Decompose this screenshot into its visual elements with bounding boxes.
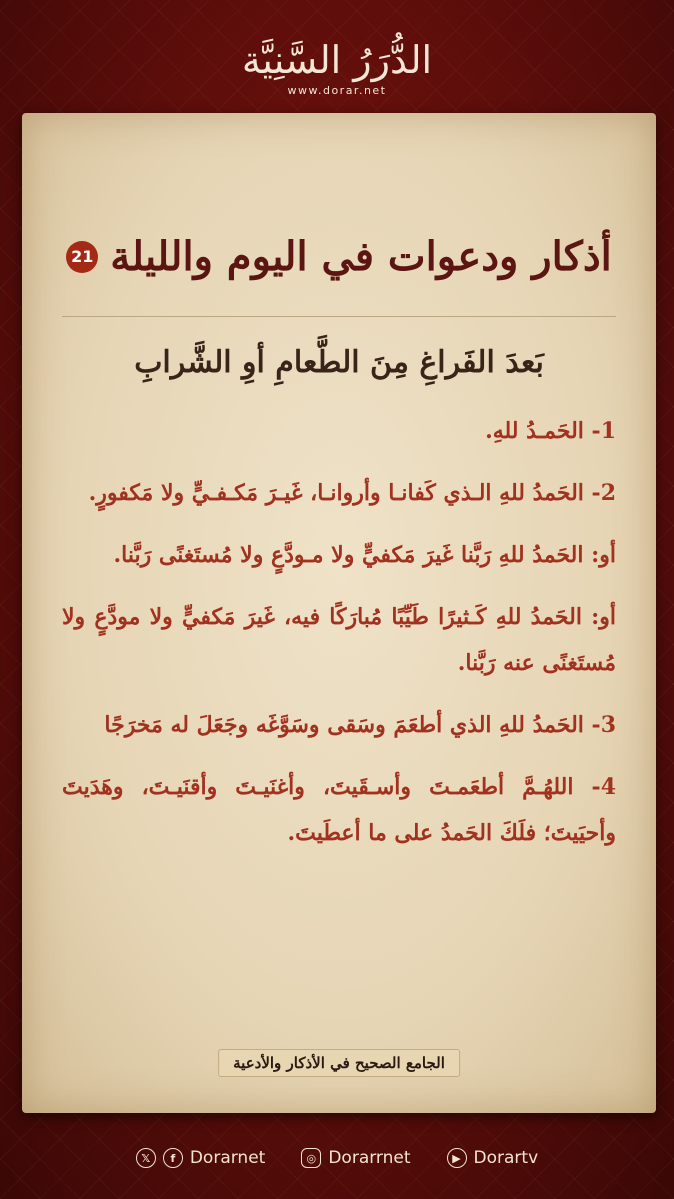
social-footer: [0, 1148, 674, 1168]
social-link-instagram[interactable]: [301, 1148, 410, 1168]
dua-paragraph: أو: الحَمدُ للهِ كَـثيرًا طَيِّبًا مُبارَكًا فيه، غَيرَ مَكفيٍّ ولا مودَّعٍ ولا مُستَغنًى عنه رَبَّنا.: [62, 604, 616, 676]
brand-name: الدُّرَرُ السَّنِيَّة: [241, 38, 433, 82]
divider: [62, 316, 616, 317]
episode-number-badge: 21: [66, 241, 98, 273]
social-link-youtube[interactable]: [447, 1148, 539, 1168]
card-title: أذكار ودعوات في اليوم والليلة: [110, 233, 612, 280]
section-heading: بَعدَ الفَراغِ مِنَ الطَّعامِ أوِ الشَّرابِ: [134, 345, 544, 380]
social-label: Dorarnet: [189, 1148, 266, 1168]
facebook-icon: f: [163, 1148, 183, 1168]
social-label: Dorarrnet: [328, 1148, 411, 1168]
brand-url: www.dorar.net: [287, 84, 387, 97]
site-logo[interactable]: [0, 38, 674, 97]
dua-paragraph: 4- اللهُـمَّ أطعَمـتَ وأسـقَيتَ، وأغنَيـتَ وأقنَيـتَ، وهَدَيتَ وأحيَيتَ؛ فلَكَ الحَمدُ على ما أعطَيتَ.: [62, 774, 616, 846]
dua-paragraph: 2- الحَمدُ للهِ الـذي كَفانـا وأروانـا، غَيـرَ مَكـفـيٍّ ولا مَكفورٍ.: [88, 480, 616, 506]
dua-paragraph: 3- الحَمدُ للهِ الذي أطعَمَ وسَقى وسَوَّغَه وجَعَلَ له مَخرَجًا: [104, 712, 616, 738]
x-twitter-icon: 𝕏: [136, 1148, 156, 1168]
dua-paragraph: 1- الحَمـدُ للهِ.: [485, 418, 616, 444]
parchment-card: [22, 113, 656, 1113]
youtube-icon: ▶: [447, 1148, 467, 1168]
instagram-icon: ◎: [301, 1148, 321, 1168]
social-label: Dorartv: [473, 1148, 539, 1168]
social-link-dorarnet[interactable]: [136, 1148, 266, 1168]
card-header: [42, 233, 636, 280]
card-content: [62, 345, 616, 872]
dua-paragraph: أو: الحَمدُ للهِ رَبَّنا غَيرَ مَكفيٍّ ولا مـودَّعٍ ولا مُستَغنًى رَبَّنا.: [113, 542, 616, 568]
source-label: الجامع الصحيح في الأذكار والأدعية: [218, 1049, 460, 1077]
